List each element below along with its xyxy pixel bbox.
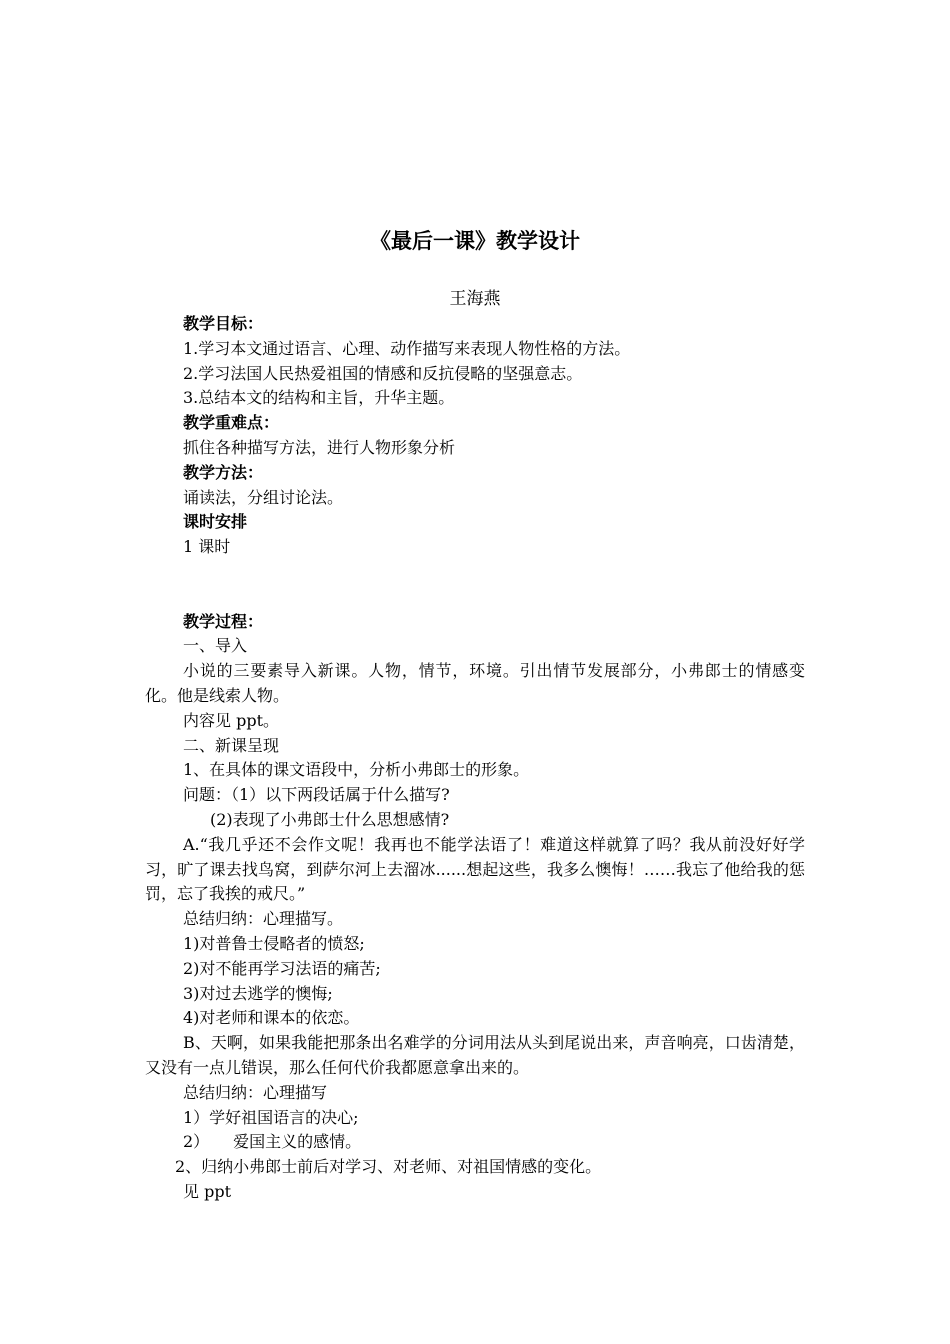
task-note: 见 ppt (183, 1181, 232, 1201)
section-title: 一、导入 (183, 636, 248, 656)
objectives-heading: 教学目标： (183, 314, 264, 333)
schedule-heading: 课时安排 (183, 512, 248, 532)
blank-gap (145, 560, 805, 610)
objective-item: 2.学习法国人民热爱祖国的情感和反抗侵略的坚强意志。 (183, 363, 583, 383)
document-body (145, 312, 805, 1205)
key-points-text: 抓住各种描写方法，进行人物形象分析 (183, 437, 456, 457)
summary-item: 2） 爱国主义的感情。 (183, 1132, 362, 1152)
objective-item: 3.总结本文的结构和主旨，升华主题。 (183, 388, 455, 408)
section-title: 二、新课呈现 (183, 735, 280, 755)
passage-a: A.“我几乎还不会作文呢！我再也不能学法语了！难道这样就算了吗？我从前没好好学习，旷了课去找鸟窝，到萨尔河上去溜冰......想起这些，我多么懊悔！……我忘了他给我的惩罚，忘了我挨的戒尺。” (145, 834, 805, 904)
process-heading: 教学过程： (183, 611, 264, 631)
author-name: 王海燕 (449, 289, 501, 309)
key-points-heading: 教学重难点： (183, 413, 280, 433)
question-line: 问题：（1）以下两段话属于什么描写? (183, 785, 450, 805)
passage-b: B、天啊，如果我能把那条出名难学的分词用法从头到尾说出来，声音响亮，口齿清楚，又没有一点儿错误，那么任何代价我都愿意拿出来的。 (145, 1033, 805, 1077)
methods-text: 诵读法，分组讨论法。 (183, 487, 344, 507)
question-line: (2)表现了小弗郎士什么思想感情? (210, 809, 450, 829)
summary-item: 1)对普鲁士侵略者的愤怒; (183, 933, 365, 953)
summary-line: 总结归纳：心理描写 (183, 1082, 328, 1102)
intro-note: 内容见 ppt。 (183, 710, 280, 730)
summary-line: 总结归纳：心理描写。 (183, 909, 344, 929)
summary-item: 2)对不能再学习法语的痛苦; (183, 958, 381, 978)
document-title: 《最后一课》教学设计 (370, 229, 580, 253)
task-item: 2、归纳小弗郎士前后对学习、对老师、对祖国情感的变化。 (175, 1157, 602, 1177)
schedule-text: 1 课时 (183, 537, 231, 557)
task-item: 1、在具体的课文语段中，分析小弗郎士的形象。 (183, 760, 530, 780)
summary-item: 4)对老师和课本的依恋。 (183, 1008, 360, 1028)
intro-paragraph: 小说的三要素导入新课。人物，情节，环境。引出情节发展部分，小弗郎士的情感变化。他是线索人物。 (145, 661, 805, 705)
summary-item: 1）学好祖国语言的决心; (183, 1107, 359, 1127)
objective-item: 1.学习本文通过语言、心理、动作描写来表现人物性格的方法。 (183, 338, 631, 358)
methods-heading: 教学方法： (183, 462, 264, 482)
summary-item: 3)对过去逃学的懊悔; (183, 983, 333, 1003)
